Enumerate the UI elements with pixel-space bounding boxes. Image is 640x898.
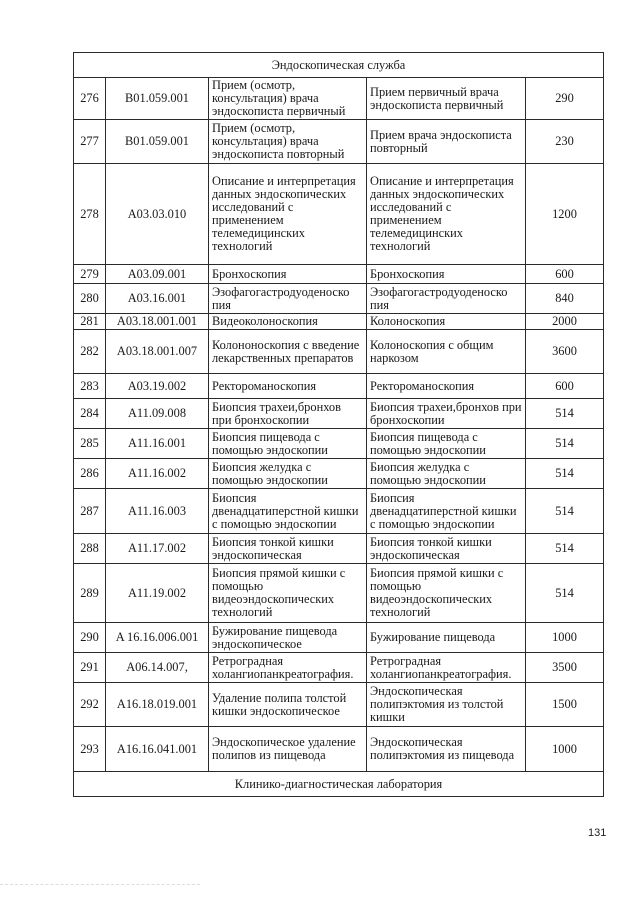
service-name: Прием (осмотр, консультация) врача эндоскописта первичный (209, 78, 367, 120)
service-description: Описание и интерпретация данных эндоскопических исследований с применением телемедицинских технологий (367, 164, 526, 265)
service-code: A16.16.041.001 (106, 727, 209, 772)
service-code: A16.18.019.001 (106, 683, 209, 727)
service-name: Удаление полипа толстой кишки эндоскопическое (209, 683, 367, 727)
service-description: Бронхоскопия (367, 265, 526, 284)
table-row (74, 564, 604, 623)
table-row (74, 265, 604, 284)
row-number: 292 (74, 683, 106, 727)
service-description: Прием врача эндоскописта повторный (367, 120, 526, 164)
service-code: A11.16.002 (106, 459, 209, 489)
row-number: 283 (74, 374, 106, 399)
service-code: A11.09.008 (106, 399, 209, 429)
service-code: B01.059.001 (106, 78, 209, 120)
table-row (74, 489, 604, 534)
table-row (74, 164, 604, 265)
table-row (74, 683, 604, 727)
service-name: Биопсия желудка с помощью эндоскопии (209, 459, 367, 489)
section-header-row (74, 53, 604, 78)
row-number: 285 (74, 429, 106, 459)
service-price: 514 (526, 534, 604, 564)
row-number: 276 (74, 78, 106, 120)
service-description: Биопсия трахеи,бронхов при бронхоскопии (367, 399, 526, 429)
table-body (74, 53, 604, 797)
service-price: 514 (526, 429, 604, 459)
service-description: Эндоскопическая полипэктомия из толстой кишки (367, 683, 526, 727)
service-price: 840 (526, 284, 604, 314)
service-price: 3600 (526, 330, 604, 374)
service-description: Колоноскопия (367, 314, 526, 330)
service-name: Ретроградная холангиопанкреатография. (209, 653, 367, 683)
table-row (74, 429, 604, 459)
service-description: Биопсия прямой кишки с помощью видеоэндоскопических технологий (367, 564, 526, 623)
row-number: 286 (74, 459, 106, 489)
service-description: Эндоскопическая полипэктомия из пищевода (367, 727, 526, 772)
service-code: A11.16.001 (106, 429, 209, 459)
row-number: 287 (74, 489, 106, 534)
row-number: 293 (74, 727, 106, 772)
table-row (74, 120, 604, 164)
service-price: 3500 (526, 653, 604, 683)
service-price: 514 (526, 564, 604, 623)
service-code: A06.14.007, (106, 653, 209, 683)
service-price: 290 (526, 78, 604, 120)
service-name: Описание и интерпретация данных эндоскопических исследований с применением телемедицинских технологий (209, 164, 367, 265)
service-name: Колононоскопия с введение лекарственных препаратов (209, 330, 367, 374)
row-number: 290 (74, 623, 106, 653)
service-description: Прием первичный врача эндоскописта первичный (367, 78, 526, 120)
service-name: Биопсия двенадцатиперстной кишки с помощью эндоскопии (209, 489, 367, 534)
service-price: 514 (526, 399, 604, 429)
row-number: 284 (74, 399, 106, 429)
service-code: A03.18.001.007 (106, 330, 209, 374)
service-name: Эзофагогастродуоденоско пия (209, 284, 367, 314)
service-name: Видеоколоноскопия (209, 314, 367, 330)
table-row (74, 374, 604, 399)
row-number: 281 (74, 314, 106, 330)
row-number: 289 (74, 564, 106, 623)
service-name: Ректороманоскопия (209, 374, 367, 399)
service-price: 2000 (526, 314, 604, 330)
row-number: 291 (74, 653, 106, 683)
service-description: Биопсия пищевода с помощью эндоскопии (367, 429, 526, 459)
scan-artifact-line (0, 884, 200, 889)
row-number: 279 (74, 265, 106, 284)
service-code: A03.03.010 (106, 164, 209, 265)
service-description: Эзофагогастродуоденоско пия (367, 284, 526, 314)
page-number: 131 (588, 827, 607, 839)
service-code: B01.059.001 (106, 120, 209, 164)
price-list-table (73, 52, 604, 797)
service-price: 600 (526, 265, 604, 284)
row-number: 282 (74, 330, 106, 374)
service-description: Колоноскопия с общим наркозом (367, 330, 526, 374)
table-row (74, 534, 604, 564)
table-row (74, 623, 604, 653)
service-name: Биопсия прямой кишки с помощью видеоэндоскопических технологий (209, 564, 367, 623)
service-name: Биопсия пищевода с помощью эндоскопии (209, 429, 367, 459)
service-code: A11.16.003 (106, 489, 209, 534)
service-price: 1200 (526, 164, 604, 265)
service-code: A11.19.002 (106, 564, 209, 623)
section-title-endoscopy: Эндоскопическая служба (74, 53, 604, 78)
row-number: 280 (74, 284, 106, 314)
service-price: 1000 (526, 623, 604, 653)
row-number: 288 (74, 534, 106, 564)
table-row (74, 727, 604, 772)
service-code: A11.17.002 (106, 534, 209, 564)
service-description: Биопсия двенадцатиперстной кишки с помощью эндоскопии (367, 489, 526, 534)
service-description: Бужирование пищевода (367, 623, 526, 653)
service-name: Бронхоскопия (209, 265, 367, 284)
service-name: Биопсия тонкой кишки эндоскопическая (209, 534, 367, 564)
service-name: Прием (осмотр, консультация) врача эндоскописта повторный (209, 120, 367, 164)
service-name: Биопсия трахеи,бронхов при бронхоскопии (209, 399, 367, 429)
table-row (74, 399, 604, 429)
table-row (74, 284, 604, 314)
service-code: A03.19.002 (106, 374, 209, 399)
service-price: 514 (526, 489, 604, 534)
table-row (74, 78, 604, 120)
service-name: Бужирование пищевода эндоскопическое (209, 623, 367, 653)
service-code: A03.16.001 (106, 284, 209, 314)
table-row (74, 314, 604, 330)
service-code: A03.09.001 (106, 265, 209, 284)
table-row (74, 653, 604, 683)
service-description: Биопсия желудка с помощью эндоскопии (367, 459, 526, 489)
service-name: Эндоскопическое удаление полипов из пищевода (209, 727, 367, 772)
service-price: 1000 (526, 727, 604, 772)
section-title-laboratory: Клинико-диагностическая лаборатория (74, 772, 604, 797)
service-price: 1500 (526, 683, 604, 727)
table-row (74, 330, 604, 374)
service-description: Биопсия тонкой кишки эндоскопическая (367, 534, 526, 564)
row-number: 277 (74, 120, 106, 164)
service-price: 514 (526, 459, 604, 489)
service-code: A03.18.001.001 (106, 314, 209, 330)
service-description: Ретроградная холангиопанкреатография. (367, 653, 526, 683)
row-number: 278 (74, 164, 106, 265)
service-price: 230 (526, 120, 604, 164)
section-header-row (74, 772, 604, 797)
service-code: A 16.16.006.001 (106, 623, 209, 653)
service-price: 600 (526, 374, 604, 399)
table-row (74, 459, 604, 489)
service-description: Ректороманоскопия (367, 374, 526, 399)
